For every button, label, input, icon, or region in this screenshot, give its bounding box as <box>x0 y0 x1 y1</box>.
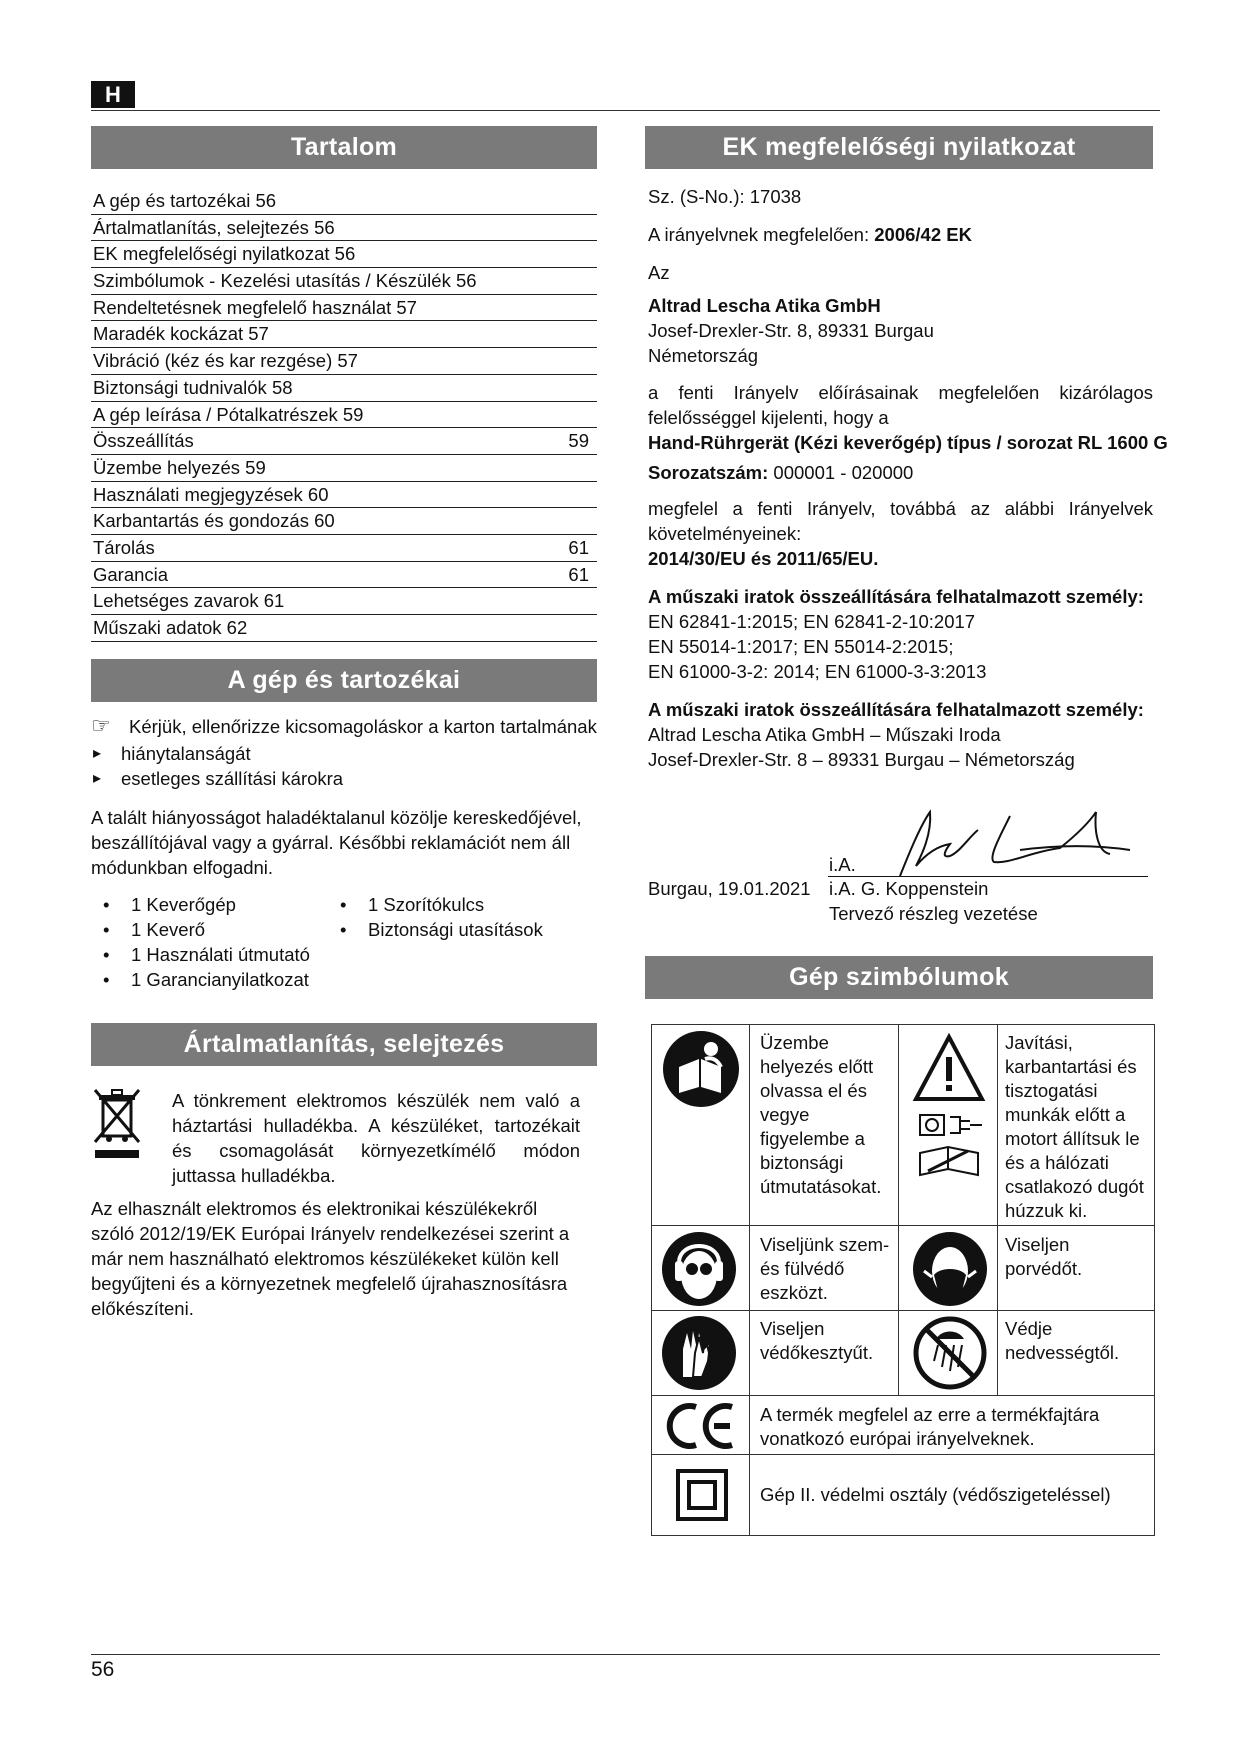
check-item: ▸ hiánytalanságát <box>91 741 601 766</box>
conforms-line2: követelményeinek: <box>648 523 802 544</box>
eye-ear-protection-icon <box>661 1231 737 1307</box>
top-rule <box>91 110 1160 111</box>
pointing-hand-icon: ☞ <box>91 713 111 738</box>
place-date: Burgau, 19.01.2021 <box>648 878 811 899</box>
package-item: • 1 Szorítókulcs <box>328 892 588 917</box>
no-moisture-icon <box>912 1315 988 1391</box>
read-manual-text: Üzembe helyezés előtt olvassa el és vegye figyelembe a biztonsági útmutatásokat. <box>760 1032 882 1197</box>
read-manual-icon <box>661 1029 741 1109</box>
symbols-table <box>651 1024 1155 1536</box>
toc-row[interactable] <box>91 321 597 348</box>
class2-text: Gép II. védelmi osztály (védőszigeteléssel) <box>760 1484 1111 1505</box>
toc-entry-title: Lehetséges zavarok 61 <box>93 590 285 612</box>
package-item: • 1 Keverőgép <box>91 892 331 917</box>
serial-label: Sorozatszám: <box>648 462 769 483</box>
toc-row[interactable] <box>91 188 597 215</box>
auth-address: Josef-Drexler-Str. 8 – 89331 Burgau – Németország <box>648 749 1075 770</box>
signer-title: Tervező részleg vezetése <box>829 903 1038 924</box>
toc-row[interactable] <box>91 241 597 268</box>
toc-entry-title: Garancia <box>93 563 169 585</box>
standard-line: EN 62841-1:2015; EN 62841-2-10:2017 <box>648 611 976 632</box>
toc-row[interactable] <box>91 482 597 509</box>
package-item: • Biztonsági utasítások <box>328 917 588 942</box>
toc-entry-title: Üzembe helyezés 59 <box>93 456 266 478</box>
company-name: Altrad Lescha Atika GmbH <box>648 295 881 316</box>
toc-entry-title: Karbantartás és gondozás 60 <box>93 510 335 532</box>
company-country: Németország <box>648 345 759 366</box>
auth-heading-2: A műszaki iratok összeállítására felhatalmazott személy: <box>648 699 1144 720</box>
auth-heading-1: A műszaki iratok összeállítására felhatalmazott személy: <box>648 586 1144 607</box>
declares-line2: felelősséggel kijelenti, hogy a <box>648 407 889 428</box>
directive-value: 2006/42 EK <box>874 224 972 245</box>
dust-text: Viseljen porvédőt. <box>1005 1234 1083 1279</box>
page-number: 56 <box>91 1658 115 1681</box>
toc-row[interactable] <box>91 215 597 242</box>
toc-row[interactable] <box>91 455 597 482</box>
machine-intro: Kérjük, ellenőrizze kicsomagoláskor a karton tartalmának <box>129 716 597 737</box>
table-line <box>749 1025 750 1535</box>
toc-row[interactable] <box>91 615 597 642</box>
table-line <box>652 1395 1154 1396</box>
toc-entry-page: 61 <box>568 536 589 558</box>
toc-row[interactable] <box>91 402 597 429</box>
toc-entry-title: Maradék kockázat 57 <box>93 323 269 345</box>
toc-row[interactable] <box>91 588 597 615</box>
ce-mark-icon <box>666 1401 738 1451</box>
check-item: ▸ esetleges szállítási károkra <box>91 766 601 791</box>
warning-unplug-icon <box>912 1033 986 1219</box>
dust-mask-icon <box>912 1231 988 1307</box>
package-item: • 1 Keverő <box>91 917 331 942</box>
machine-paragraph: A talált hiányosságot haladéktalanul közölje kereskedőjével, beszállítójával vagy a gyárral. Későbbi reklamációt nem áll módunkban elfogadni. <box>91 807 582 878</box>
az-text: Az <box>648 262 670 283</box>
maintenance-text: Javítási, karbantartási és tisztogatási munkák előtt a motort állítsuk le és a hálózati csatlakozó dugót húzzuk ki. <box>1005 1032 1144 1221</box>
package-item: • 1 Használati útmutató <box>91 942 331 967</box>
serial-number: Sz. (S-No.): 17038 <box>648 186 802 207</box>
toc-row[interactable] <box>91 295 597 322</box>
moisture-text: Védje nedvességtől. <box>1005 1318 1120 1363</box>
ia-label: i.A. <box>829 854 856 875</box>
toc-heading: Tartalom <box>91 126 597 169</box>
declares-line1: a fenti Irányelv előírásainak megfelelően kizárólagos <box>648 382 1153 403</box>
signer-name: i.A. G. Koppenstein <box>829 878 989 899</box>
package-item: • 1 Garancianyilatkozat <box>91 967 331 992</box>
table-line <box>898 1025 899 1395</box>
table-of-contents <box>91 188 597 642</box>
toc-row[interactable] <box>91 268 597 295</box>
toc-entry-title: Összeállítás <box>93 430 194 452</box>
table-line <box>997 1025 998 1395</box>
crossed-bin-icon <box>91 1086 143 1160</box>
table-line <box>652 1225 1154 1226</box>
directive-label: A irányelvnek megfelelően: <box>648 224 870 245</box>
conforms-line1: megfelel a fenti Irányelv, továbbá az alábbi Irányelvek <box>648 498 1153 519</box>
directives: 2014/30/EU és 2011/65/EU. <box>648 548 879 569</box>
product-name: Hand-Rührgerät (Kézi keverőgép) típus / sorozat RL 1600 G <box>648 432 1168 453</box>
gloves-icon <box>661 1315 737 1391</box>
machine-heading: A gép és tartozékai <box>91 659 597 702</box>
gloves-text: Viseljen védőkesztyűt. <box>760 1318 874 1363</box>
toc-entry-title: Ártalmatlanítás, selejtezés 56 <box>93 216 335 238</box>
toc-row[interactable] <box>91 375 597 402</box>
machine-section <box>91 714 601 1000</box>
disposal-heading: Ártalmatlanítás, selejtezés <box>91 1023 597 1066</box>
signature-image <box>860 806 1140 878</box>
table-line <box>652 1454 1154 1455</box>
toc-entry-title: A gép és tartozékai 56 <box>93 190 277 211</box>
toc-row[interactable] <box>91 562 597 589</box>
class-ii-icon <box>676 1469 728 1521</box>
toc-entry-title: Vibráció (kéz és kar rezgése) 57 <box>93 350 358 372</box>
standard-line: EN 61000-3-2: 2014; EN 61000-3-3:2013 <box>648 661 987 682</box>
language-badge: H <box>91 81 135 108</box>
disposal-paragraph: Az elhasznált elektromos és elektronikai készülékekről szóló 2012/19/EK Európai Irányelv rendelkezései szerint a már nem használható elektromos készülékeket külön kell begyűjteni és a környezetnek megfelelő újrahasznosításra előkészíteni. <box>91 1198 570 1319</box>
auth-person: Altrad Lescha Atika GmbH – Műszaki Iroda <box>648 724 1001 745</box>
ce-text: A termék megfelel az erre a termékfajtára vonatkozó európai irányelveknek. <box>760 1404 1100 1449</box>
declaration-heading: EK megfelelőségi nyilatkozat <box>645 126 1153 169</box>
toc-row[interactable] <box>91 535 597 562</box>
toc-entry-page: 59 <box>568 430 589 452</box>
toc-entry-title: Biztonsági tudnivalók 58 <box>93 376 293 398</box>
toc-entry-title: Szimbólumok - Kezelési utasítás / Készülék 56 <box>93 270 477 292</box>
company-address: Josef-Drexler-Str. 8, 89331 Burgau <box>648 320 934 341</box>
toc-entry-page: 61 <box>568 563 589 585</box>
eye-ear-text: Viseljünk szem- és fülvédő eszközt. <box>760 1234 890 1303</box>
toc-row[interactable] <box>91 428 597 455</box>
toc-entry-title: Rendeltetésnek megfelelő használat 57 <box>93 296 417 318</box>
toc-entry-title: Használati megjegyzések 60 <box>93 483 329 505</box>
toc-entry-title: EK megfelelőségi nyilatkozat 56 <box>93 243 356 265</box>
bottom-rule <box>91 1654 1160 1655</box>
declaration-body <box>648 184 1168 772</box>
toc-entry-title: Tárolás <box>93 536 155 558</box>
serial-value: 000001 - 020000 <box>773 462 914 483</box>
disposal-icon-text: A tönkrement elektromos készülék nem való a háztartási hulladékba. A készüléket, tartozékait és csomagolását környezetkímélő módon juttassa hulladékba. <box>172 1090 580 1186</box>
standard-line: EN 55014-1:2017; EN 55014-2:2015; <box>648 636 954 657</box>
table-line <box>652 1310 1154 1311</box>
toc-row[interactable] <box>91 348 597 375</box>
symbols-heading: Gép szimbólumok <box>645 956 1153 999</box>
toc-entry-title: Műszaki adatok 62 <box>93 617 248 638</box>
toc-entry-title: A gép leírása / Pótalkatrészek 59 <box>93 403 364 425</box>
toc-row[interactable] <box>91 508 597 535</box>
